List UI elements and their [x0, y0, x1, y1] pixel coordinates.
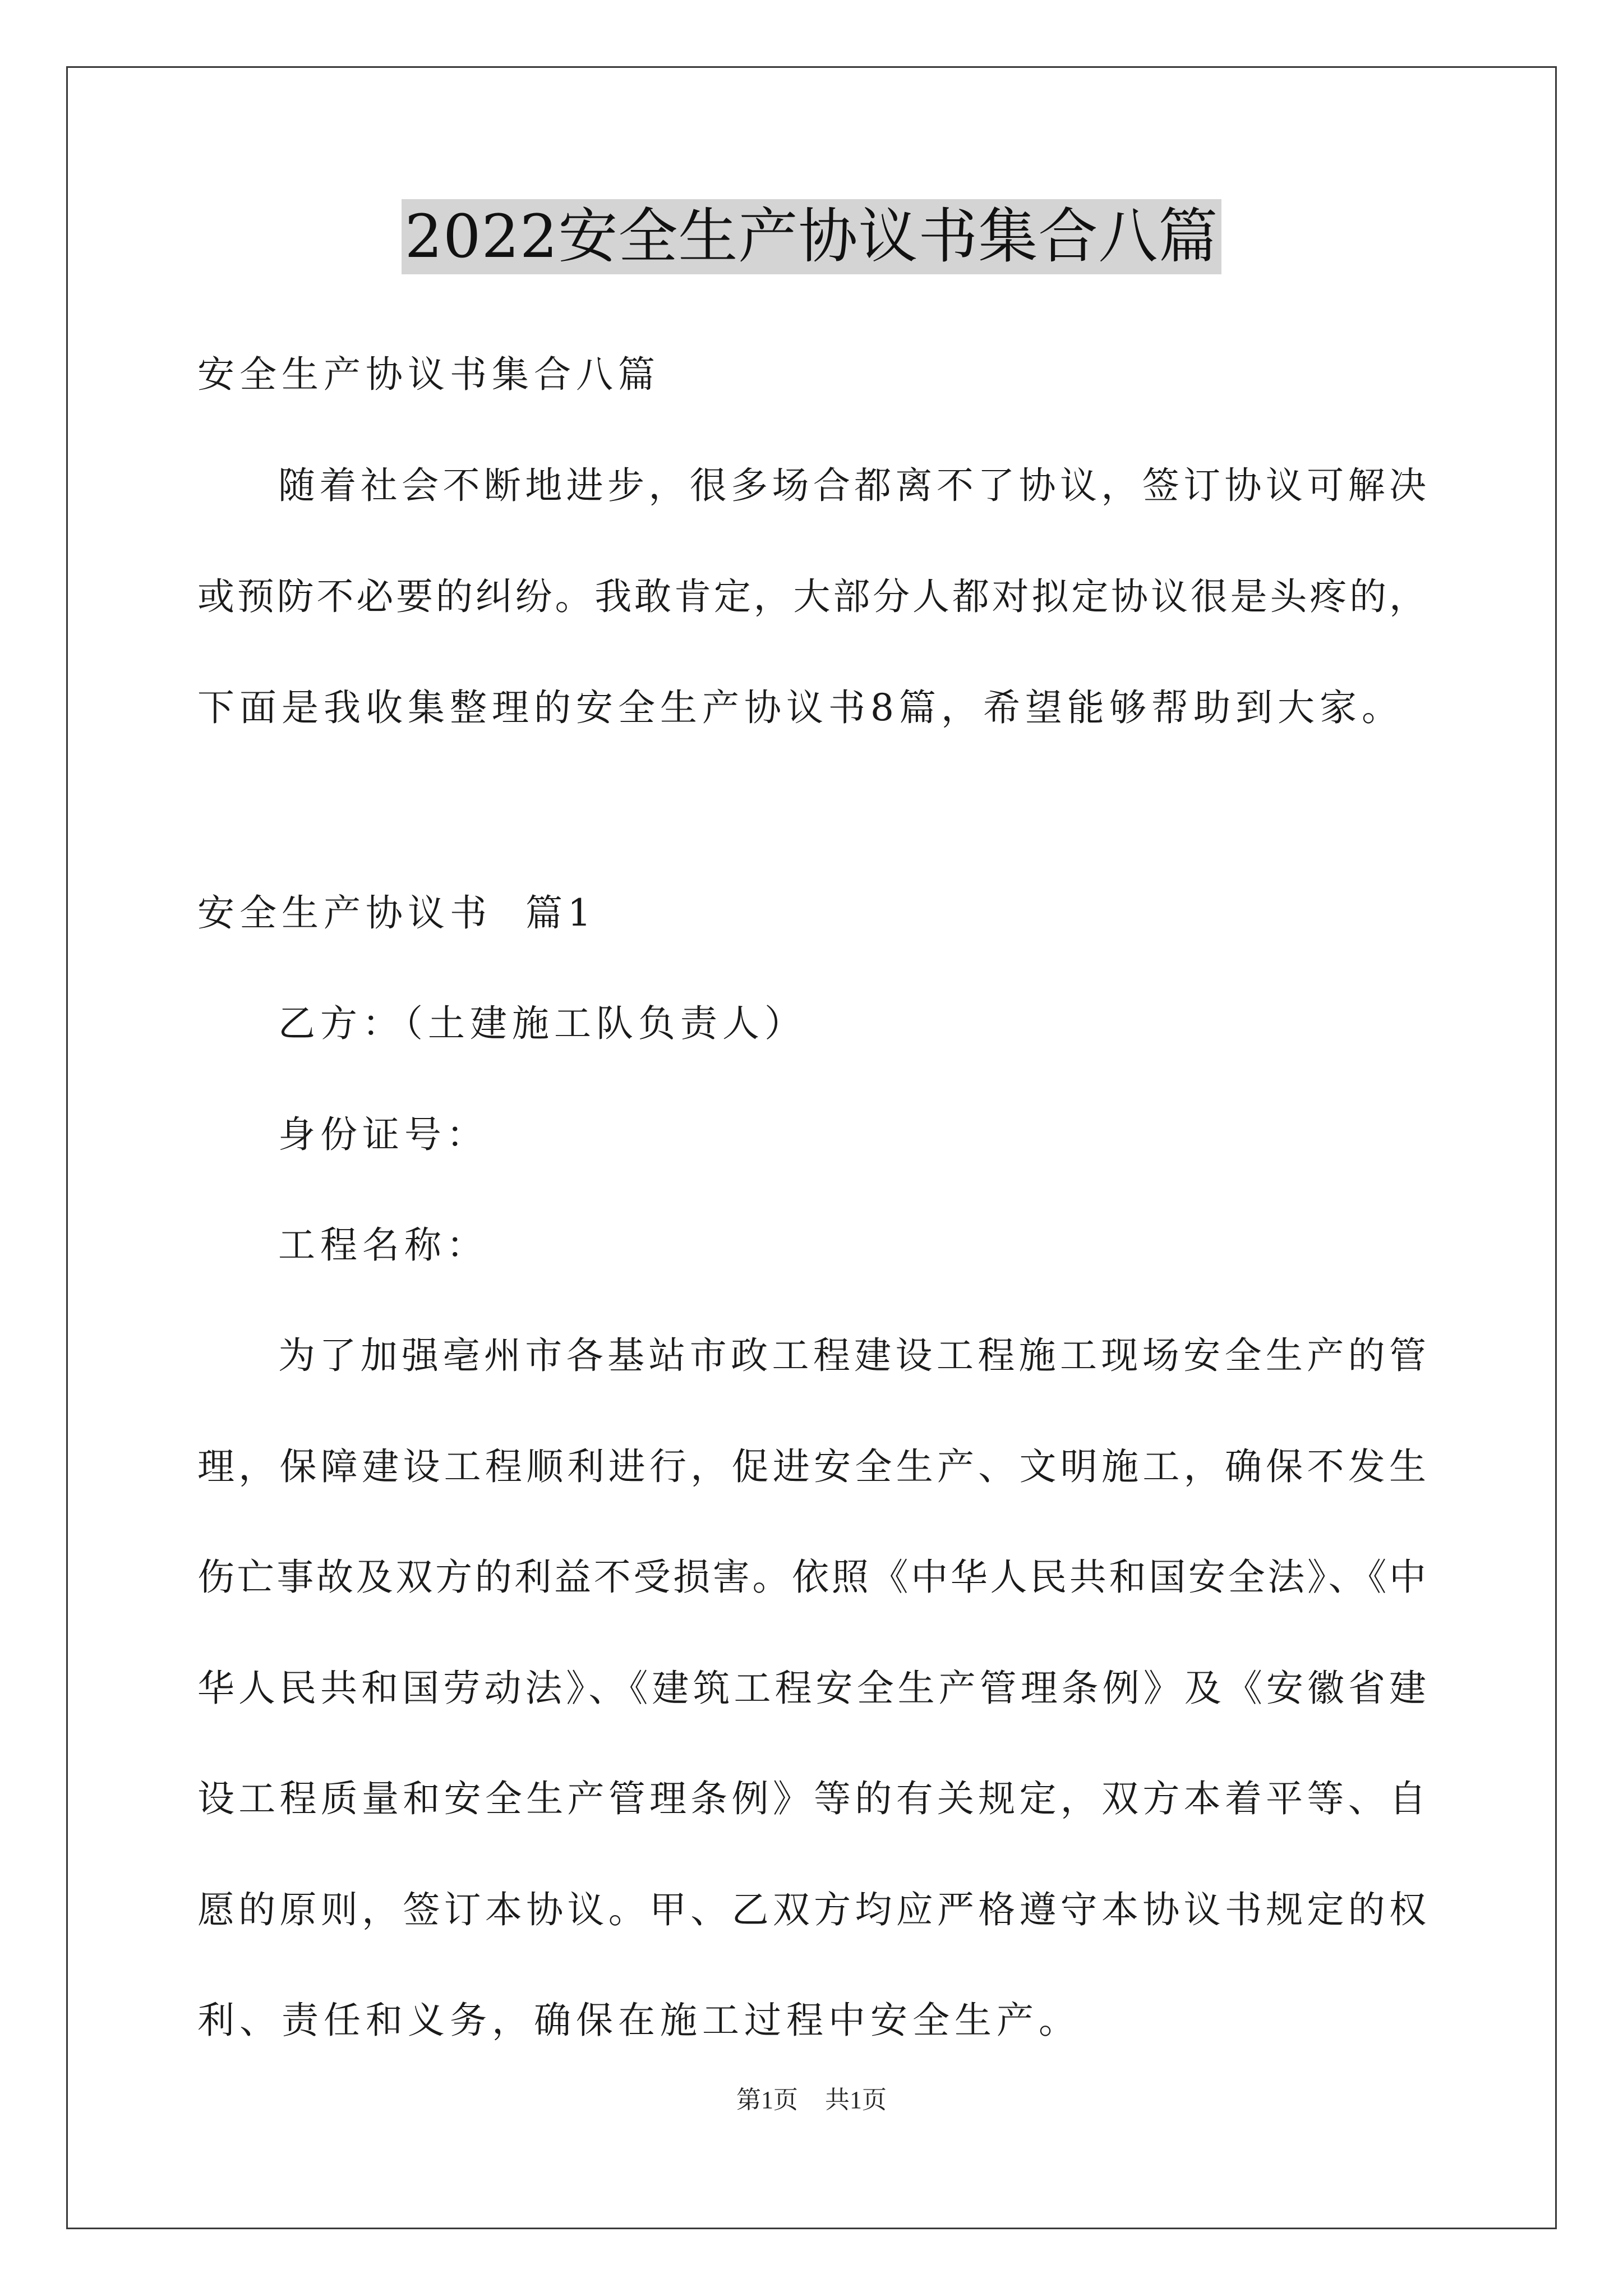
body-line-4: 华人民共和国劳动法》、《建筑工程安全生产管理条例》及《安徽省建 [197, 1667, 1426, 1710]
body-line-5: 设工程质量和安全生产管理条例》等的有关规定，双方本着平等、自 [197, 1777, 1426, 1820]
id-number-line: 身份证号： [278, 1113, 488, 1156]
intro-line-1: 随着社会不断地进步，很多场合都离不了协议，签订协议可解决 [278, 464, 1426, 507]
page-number-total: 共1页 [825, 2086, 887, 2114]
body-line-2: 理，保障建设工程顺利进行，促进安全生产、文明施工，确保不发生 [197, 1445, 1426, 1488]
body-line-1: 为了加强亳州市各基站市政工程建设工程施工现场安全生产的管 [278, 1334, 1426, 1377]
title-container [0, 199, 1623, 274]
body-line-7: 利、责任和义务，确保在施工过程中安全生产。 [197, 1999, 1081, 2042]
section-heading: 安全生产协议书 篇1 [197, 891, 596, 935]
party-b-line: 乙方：（土建施工队负责人） [278, 1002, 806, 1045]
body-line-3: 伤亡事故及双方的利益不受损害。依照《中华人民共和国安全法》、《中 [197, 1556, 1426, 1599]
page-footer [0, 2085, 1623, 2116]
document-title: 2022安全生产协议书集合八篇 [402, 199, 1222, 274]
intro-line-3: 下面是我收集整理的安全生产协议书8篇，希望能够帮助到大家。 [197, 686, 1404, 729]
page-number-current: 第1页 [736, 2086, 798, 2114]
project-name-line: 工程名称： [278, 1223, 488, 1267]
document-subtitle: 安全生产协议书集合八篇 [197, 353, 660, 396]
intro-line-2: 或预防不必要的纠纷。我敢肯定，大部分人都对拟定协议很是头疼的， [197, 575, 1426, 618]
body-line-6: 愿的原则，签订本协议。甲、乙双方均应严格遵守本协议书规定的权 [197, 1888, 1426, 1931]
